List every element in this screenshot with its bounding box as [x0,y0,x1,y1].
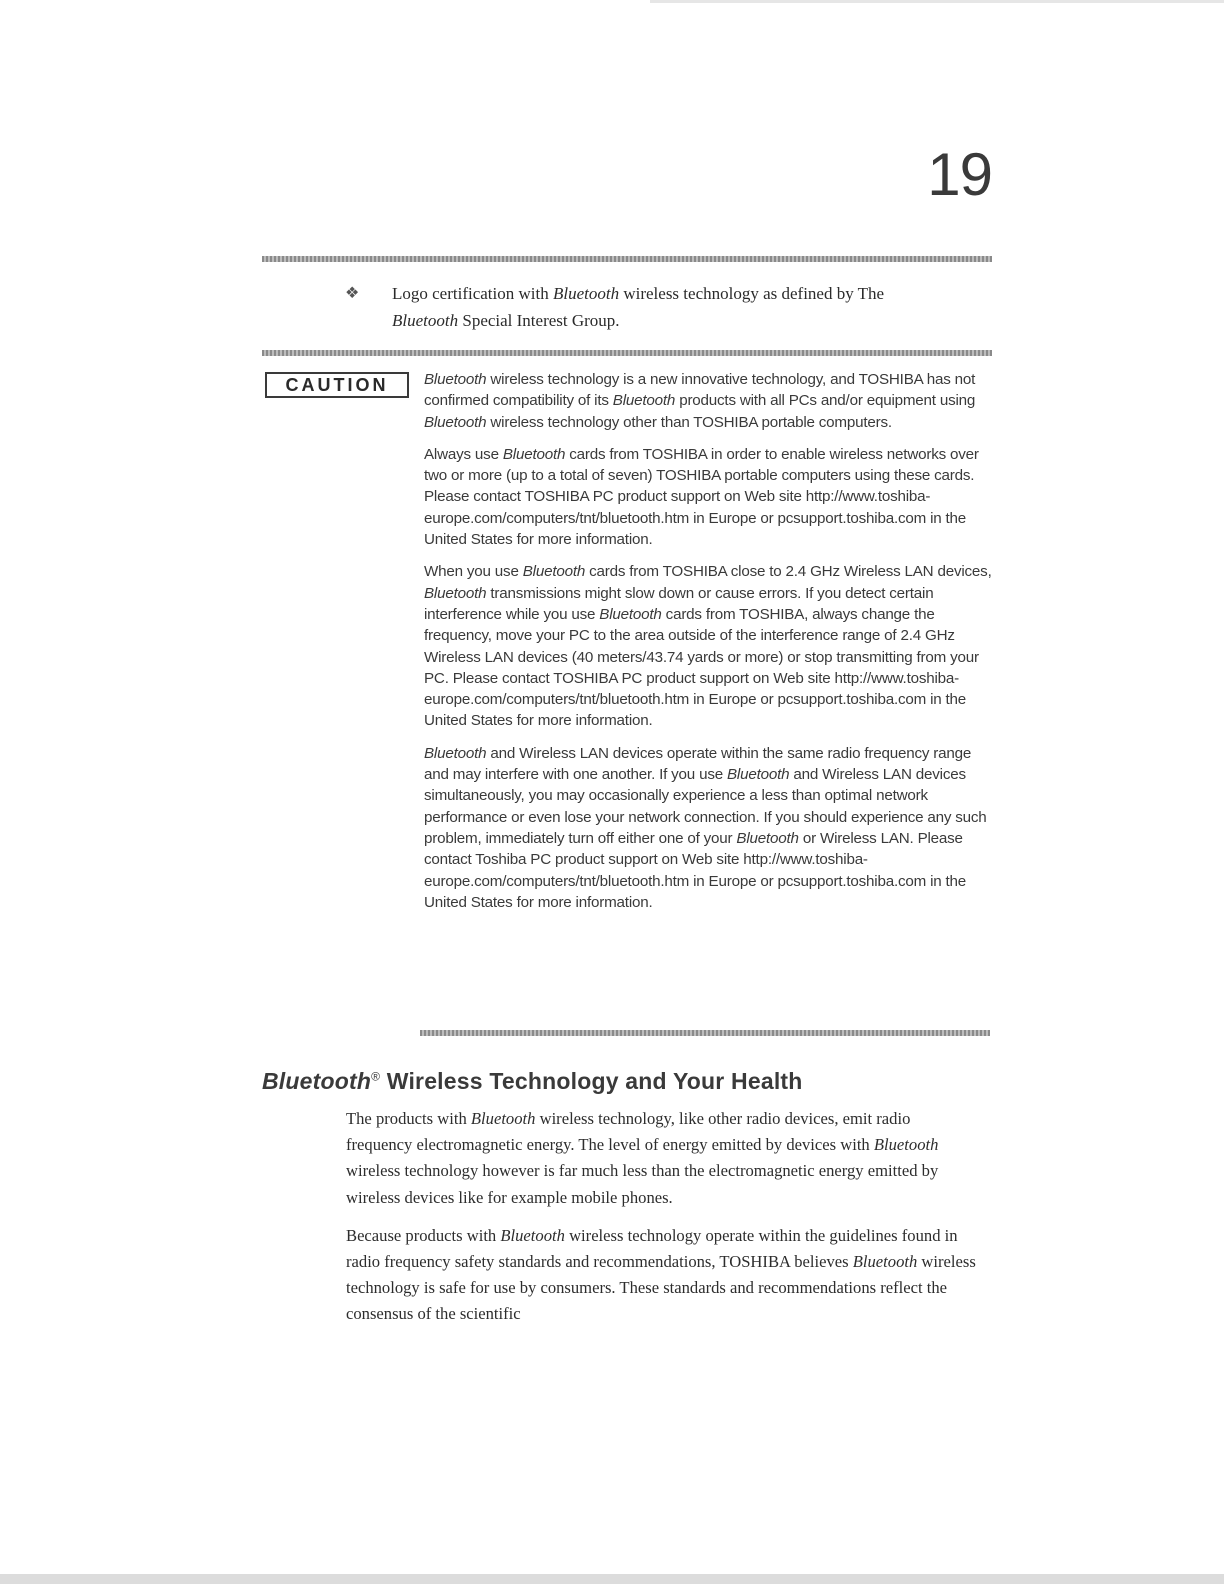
caution-paragraph: When you use Bluetooth cards from TOSHIBA close to 2.4 GHz Wireless LAN devices, Bluetooth transmissions might slow down or cause errors. If you detect certain interference while you use Bluetooth cards from TOSHIBA, always change the frequency, move your PC to the area outside of the interference range of 2.4 GHz Wireless LAN devices (40 meters/43.74 yards or more) or stop transmitting from your PC. Please contact TOSHIBA PC product support on Web site http://www.toshiba-europe.com/computers/tnt/bluetooth.htm in Europe or pcsupport.toshiba.com in the United States for more information. [424,563,992,730]
rule-top [262,256,992,262]
caution-body [424,369,992,924]
body-paragraph: Because products with Bluetooth wireless technology operate within the guidelines found in radio frequency safety standards and recommendations, TOSHIBA believes Bluetooth wireless technology is safe for use by consumers. These standards and recommendations reflect the consensus of the scientific [346,1225,976,1324]
caution-paragraph: Bluetooth and Wireless LAN devices operate within the same radio frequency range and may interfere with one another. If you use Bluetooth and Wireless LAN devices simultaneously, you may occasionally experience a less than optimal network performance or even lose your network connection. If you should experience any such problem, immediately turn off either one of your Bluetooth or Wireless LAN. Please contact Toshiba PC product support on Web site http://www.toshiba-europe.com/computers/tnt/bluetooth.htm in Europe or pcsupport.toshiba.com in the United States for more information. [424,744,987,911]
section-body [346,1106,976,1340]
four-diamond-bullet-icon: ❖ [345,285,360,302]
caution-paragraph: Bluetooth wireless technology is a new innovative technology, and TOSHIBA has not confirmed compatibility of its Bluetooth products with all PCs and/or equipment using Bluetooth wireless technology other than TOSHIBA portable computers. [424,371,976,431]
caution-label: CAUTION [265,372,409,398]
scan-edge-bottom [0,1574,1224,1584]
bullet-text: Logo certification with Bluetooth wireless technology as defined by The Bluetooth Special Interest Group. [392,284,885,330]
rule-caution-bottom [420,1030,990,1036]
section-heading: Bluetooth® Wireless Technology and Your Health [262,1068,803,1094]
rule-caution-top [262,350,992,356]
caution-paragraph: Always use Bluetooth cards from TOSHIBA in order to enable wireless networks over two or more (up to a total of seven) TOSHIBA portable computers using these cards. Please contact TOSHIBA PC product support on Web site http://www.toshiba-europe.com/computers/tnt/bluetooth.htm in Europe or pcsupport.toshiba.com in the United States for more information. [424,445,979,549]
page-number: 19 [927,141,992,208]
scan-edge-top [650,0,1224,3]
body-paragraph: The products with Bluetooth wireless technology, like other radio devices, emit radio frequency electromagnetic energy. The level of energy emitted by devices with Bluetooth wireless technology however is far much less than the electromagnetic energy emitted by wireless devices like for example mobile phones. [346,1109,939,1207]
